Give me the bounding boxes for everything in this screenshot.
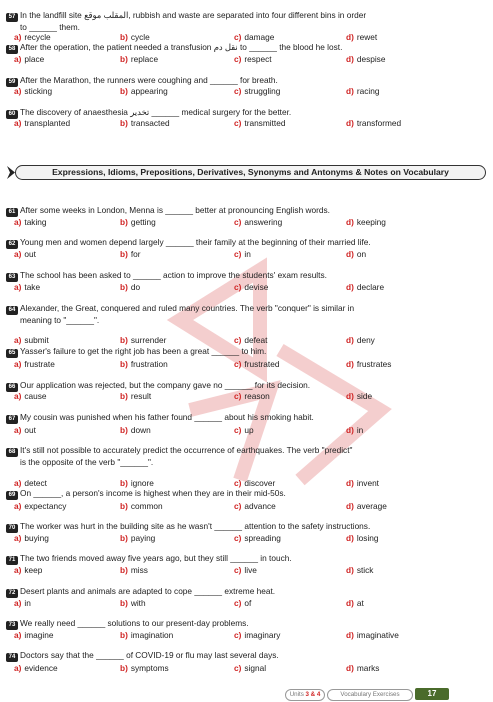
question-72 xyxy=(6,586,490,598)
option-text: submit xyxy=(24,335,49,345)
option-text: with xyxy=(130,598,146,608)
option-a[interactable] xyxy=(14,217,47,227)
option-letter: b) xyxy=(120,478,128,488)
option-text: result xyxy=(130,391,152,401)
option-text: marks xyxy=(356,663,380,673)
option-a[interactable] xyxy=(14,533,49,543)
option-b[interactable] xyxy=(120,118,170,128)
question-text: Yasser's failure to get the right job has been a great ______ to him. xyxy=(20,346,267,356)
option-letter: c) xyxy=(234,335,242,345)
option-text: side xyxy=(356,391,373,401)
option-text: in xyxy=(24,598,31,608)
question-63 xyxy=(6,270,490,282)
option-letter: d) xyxy=(346,86,354,96)
option-letter: b) xyxy=(120,663,128,673)
option-text: deny xyxy=(356,335,375,345)
option-a[interactable] xyxy=(14,425,36,435)
question-number: 61 xyxy=(6,208,18,217)
option-text: sticking xyxy=(24,86,53,96)
option-text: frustrates xyxy=(356,359,392,369)
option-letter: b) xyxy=(120,391,128,401)
page-footer xyxy=(285,688,485,702)
option-d[interactable] xyxy=(346,425,363,435)
question-67 xyxy=(6,412,490,424)
question-text-continued: is the opposite of the verb "______". xyxy=(20,457,154,467)
option-b[interactable] xyxy=(120,425,151,435)
option-letter: a) xyxy=(14,598,22,608)
option-text: live xyxy=(244,565,257,575)
question-65 xyxy=(6,346,490,358)
question-number: 68 xyxy=(6,448,18,457)
option-letter: c) xyxy=(234,501,242,511)
option-a[interactable] xyxy=(14,54,44,64)
option-text: losing xyxy=(356,533,379,543)
question-text: On ______, a person's income is highest when they are in their mid-50s. xyxy=(20,488,286,498)
option-c[interactable] xyxy=(234,249,251,259)
answer-options xyxy=(14,282,490,293)
option-text: racing xyxy=(356,86,380,96)
option-letter: a) xyxy=(14,217,22,227)
option-text: on xyxy=(356,249,367,259)
option-text: reason xyxy=(244,391,270,401)
option-c[interactable] xyxy=(234,217,282,227)
option-text: rewet xyxy=(356,32,378,42)
option-text: frustrate xyxy=(24,359,55,369)
option-d[interactable] xyxy=(346,533,379,543)
option-text: average xyxy=(356,501,387,511)
answer-options xyxy=(14,425,490,436)
option-text: paying xyxy=(130,533,156,543)
option-text: recycle xyxy=(24,32,51,42)
option-d[interactable] xyxy=(346,335,375,345)
option-letter: b) xyxy=(120,282,128,292)
option-text: spreading xyxy=(244,533,281,543)
option-letter: a) xyxy=(14,282,22,292)
option-letter: b) xyxy=(120,335,128,345)
option-a[interactable] xyxy=(14,501,66,511)
option-text: for xyxy=(130,249,141,259)
option-letter: a) xyxy=(14,118,22,128)
option-c[interactable] xyxy=(234,54,272,64)
option-text: ignore xyxy=(130,478,154,488)
question-text: It's still not possible to accurately predict the occurrence of earthquakes. The verb "predict" xyxy=(20,445,353,455)
option-letter: c) xyxy=(234,32,242,42)
option-text: transmitted xyxy=(244,118,286,128)
option-text: surrender xyxy=(130,335,167,345)
option-letter: a) xyxy=(14,565,22,575)
option-a[interactable] xyxy=(14,630,53,640)
option-c[interactable] xyxy=(234,425,254,435)
option-c[interactable] xyxy=(234,598,251,608)
question-number: 74 xyxy=(6,653,18,662)
option-text: transformed xyxy=(356,118,402,128)
option-letter: b) xyxy=(120,86,128,96)
question-number: 66 xyxy=(6,383,18,392)
question-text: Alexander, the Great, conquered and ruled many countries. The verb "conquer" is similar in xyxy=(20,303,355,313)
option-c[interactable] xyxy=(234,630,280,640)
question-number: 59 xyxy=(6,78,18,87)
option-letter: c) xyxy=(234,663,242,673)
option-b[interactable] xyxy=(120,335,166,345)
option-b[interactable] xyxy=(120,86,168,96)
option-text: taking xyxy=(24,217,47,227)
option-letter: a) xyxy=(14,478,22,488)
option-d[interactable] xyxy=(346,32,377,42)
option-b[interactable] xyxy=(120,54,158,64)
option-c[interactable] xyxy=(234,32,274,42)
option-a[interactable] xyxy=(14,663,58,673)
question-text-continued: meaning to "______". xyxy=(20,315,100,325)
option-letter: a) xyxy=(14,425,22,435)
option-letter: a) xyxy=(14,359,22,369)
option-b[interactable] xyxy=(120,282,140,292)
option-letter: b) xyxy=(120,533,128,543)
option-letter: d) xyxy=(346,32,354,42)
option-a[interactable] xyxy=(14,335,49,345)
question-text: Desert plants and animals are adapted to cope ______ extreme heat. xyxy=(20,586,276,596)
option-c[interactable] xyxy=(234,335,267,345)
answer-options xyxy=(14,86,490,97)
option-text: buying xyxy=(24,533,49,543)
answer-options xyxy=(14,217,490,228)
option-text: miss xyxy=(130,565,148,575)
option-text: despise xyxy=(356,54,386,64)
option-c[interactable] xyxy=(234,86,280,96)
answer-options xyxy=(14,335,490,346)
question-number: 72 xyxy=(6,589,18,598)
option-text: keep xyxy=(24,565,43,575)
option-letter: c) xyxy=(234,565,242,575)
answer-options xyxy=(14,54,490,65)
option-text: declare xyxy=(356,282,385,292)
option-letter: d) xyxy=(346,478,354,488)
option-letter: c) xyxy=(234,478,242,488)
option-a[interactable] xyxy=(14,598,31,608)
question-text: After the Marathon, the runners were coughing and ______ for breath. xyxy=(20,75,278,85)
question-number: 69 xyxy=(6,491,18,500)
option-b[interactable] xyxy=(120,359,168,369)
question-number: 71 xyxy=(6,556,18,565)
option-c[interactable] xyxy=(234,391,270,401)
footer-units: Units 3 & 4 xyxy=(285,689,325,701)
option-d[interactable] xyxy=(346,630,399,640)
question-number: 65 xyxy=(6,349,18,358)
option-text: symptoms xyxy=(130,663,169,673)
option-letter: b) xyxy=(120,359,128,369)
option-letter: b) xyxy=(120,32,128,42)
option-c[interactable] xyxy=(234,565,257,575)
option-letter: a) xyxy=(14,54,22,64)
option-letter: c) xyxy=(234,249,242,259)
option-text: out xyxy=(24,249,36,259)
option-a[interactable] xyxy=(14,565,42,575)
option-b[interactable] xyxy=(120,32,150,42)
question-number: 70 xyxy=(6,524,18,533)
option-text: struggling xyxy=(244,86,281,96)
question-text: My cousin was punished when his father found ______ about his smoking habit. xyxy=(20,412,314,422)
answer-options xyxy=(14,501,490,512)
option-text: imagine xyxy=(24,630,54,640)
option-letter: d) xyxy=(346,630,354,640)
option-letter: b) xyxy=(120,501,128,511)
option-b[interactable] xyxy=(120,565,148,575)
option-a[interactable] xyxy=(14,118,70,128)
option-b[interactable] xyxy=(120,533,155,543)
question-61 xyxy=(6,205,490,217)
option-d[interactable] xyxy=(346,86,379,96)
option-letter: b) xyxy=(120,630,128,640)
option-text: out xyxy=(24,425,36,435)
option-c[interactable] xyxy=(234,282,268,292)
option-letter: a) xyxy=(14,663,22,673)
question-62 xyxy=(6,237,490,249)
option-d[interactable] xyxy=(346,565,373,575)
question-64 xyxy=(6,303,490,326)
question-71 xyxy=(6,553,490,565)
option-letter: d) xyxy=(346,425,354,435)
option-text: evidence xyxy=(24,663,58,673)
option-letter: c) xyxy=(234,391,242,401)
option-text: do xyxy=(130,282,141,292)
option-text: imagination xyxy=(130,630,174,640)
option-letter: d) xyxy=(346,282,354,292)
question-text: The school has been asked to ______ action to improve the students' exam results. xyxy=(20,270,327,280)
option-letter: c) xyxy=(234,118,242,128)
option-a[interactable] xyxy=(14,282,40,292)
option-letter: d) xyxy=(346,598,354,608)
option-text: replace xyxy=(130,54,159,64)
question-number: 57 xyxy=(6,13,18,22)
option-c[interactable] xyxy=(234,359,279,369)
section-title: Expressions, Idioms, Prepositions, Derivatives, Synonyms and Antonyms & Notes on Vocabulary xyxy=(15,165,486,180)
question-text-continued: to ______ them. xyxy=(20,22,80,32)
option-letter: c) xyxy=(234,217,242,227)
option-letter: d) xyxy=(346,391,354,401)
question-58 xyxy=(6,42,490,54)
option-letter: b) xyxy=(120,598,128,608)
question-text: Doctors say that the ______ of COVID-19 or flu may last several days. xyxy=(20,650,279,660)
option-letter: c) xyxy=(234,282,242,292)
section-banner xyxy=(6,165,486,180)
option-b[interactable] xyxy=(120,478,154,488)
option-a[interactable] xyxy=(14,249,36,259)
question-68 xyxy=(6,445,490,468)
option-b[interactable] xyxy=(120,663,169,673)
option-b[interactable] xyxy=(120,598,146,608)
option-b[interactable] xyxy=(120,249,141,259)
option-text: place xyxy=(24,54,45,64)
option-b[interactable] xyxy=(120,630,173,640)
option-c[interactable] xyxy=(234,663,266,673)
question-text: The discovery of anaesthesia ﺗﺨﺪﻳﺮ ______ medical surgery for the better. xyxy=(20,107,292,117)
option-text: imaginative xyxy=(356,630,399,640)
option-text: up xyxy=(244,425,254,435)
option-text: invent xyxy=(356,478,379,488)
option-letter: c) xyxy=(234,86,242,96)
question-text: Our application was rejected, but the company gave no ______ for its decision. xyxy=(20,380,311,390)
option-b[interactable] xyxy=(120,217,156,227)
question-number: 58 xyxy=(6,45,18,54)
option-a[interactable] xyxy=(14,359,55,369)
page-number: 17 xyxy=(415,688,449,700)
option-d[interactable] xyxy=(346,598,364,608)
question-number: 64 xyxy=(6,306,18,315)
option-text: defeat xyxy=(244,335,268,345)
option-a[interactable] xyxy=(14,391,47,401)
option-text: damage xyxy=(244,32,275,42)
option-letter: a) xyxy=(14,249,22,259)
option-text: stick xyxy=(356,565,374,575)
option-text: imaginary xyxy=(244,630,281,640)
question-number: 63 xyxy=(6,273,18,282)
option-letter: d) xyxy=(346,663,354,673)
option-letter: d) xyxy=(346,217,354,227)
option-text: keeping xyxy=(356,217,386,227)
option-letter: b) xyxy=(120,249,128,259)
option-text: at xyxy=(356,598,364,608)
question-text: After the operation, the patient needed a transfusion ﻧﻘﻞ ﺩﻡ to ______ the blood he lost. xyxy=(20,42,343,52)
option-d[interactable] xyxy=(346,54,385,64)
option-a[interactable] xyxy=(14,32,51,42)
question-number: 67 xyxy=(6,415,18,424)
question-text: After some weeks in London, Menna is ______ better at pronouncing English words. xyxy=(20,205,330,215)
question-number: 73 xyxy=(6,621,18,630)
answer-options xyxy=(14,118,490,129)
option-letter: d) xyxy=(346,501,354,511)
option-letter: c) xyxy=(234,359,242,369)
question-number: 62 xyxy=(6,240,18,249)
option-c[interactable] xyxy=(234,501,276,511)
option-text: signal xyxy=(244,663,267,673)
option-text: down xyxy=(130,425,151,435)
option-letter: d) xyxy=(346,249,354,259)
option-letter: c) xyxy=(234,425,242,435)
option-c[interactable] xyxy=(234,478,275,488)
option-text: of xyxy=(244,598,252,608)
option-letter: d) xyxy=(346,54,354,64)
option-text: discover xyxy=(244,478,276,488)
option-a[interactable] xyxy=(14,478,47,488)
option-d[interactable] xyxy=(346,391,372,401)
option-text: cause xyxy=(24,391,47,401)
option-d[interactable] xyxy=(346,118,401,128)
option-text: transacted xyxy=(130,118,170,128)
option-letter: b) xyxy=(120,54,128,64)
option-letter: d) xyxy=(346,565,354,575)
option-text: respect xyxy=(244,54,272,64)
answer-options xyxy=(14,663,490,674)
question-69 xyxy=(6,488,490,500)
question-70 xyxy=(6,521,490,533)
option-text: in xyxy=(356,425,364,435)
option-letter: b) xyxy=(120,118,128,128)
option-letter: c) xyxy=(234,54,242,64)
answer-options xyxy=(14,533,490,544)
option-text: expectancy xyxy=(24,501,67,511)
option-text: detect xyxy=(24,478,47,488)
option-letter: a) xyxy=(14,335,22,345)
option-d[interactable] xyxy=(346,478,379,488)
option-d[interactable] xyxy=(346,663,379,673)
option-c[interactable] xyxy=(234,533,281,543)
option-text: answering xyxy=(244,217,283,227)
option-d[interactable] xyxy=(346,217,386,227)
option-letter: a) xyxy=(14,32,22,42)
option-letter: a) xyxy=(14,501,22,511)
option-letter: d) xyxy=(346,335,354,345)
question-text: The worker was hurt in the building site as he wasn't ______ attention to the safety instructions. xyxy=(20,521,371,531)
option-letter: a) xyxy=(14,391,22,401)
option-text: frustration xyxy=(130,359,168,369)
option-letter: b) xyxy=(120,565,128,575)
option-letter: c) xyxy=(234,630,242,640)
option-d[interactable] xyxy=(346,359,391,369)
option-letter: c) xyxy=(234,533,242,543)
question-74 xyxy=(6,650,490,662)
option-text: devise xyxy=(244,282,269,292)
answer-options xyxy=(14,565,490,576)
option-a[interactable] xyxy=(14,86,52,96)
option-b[interactable] xyxy=(120,501,163,511)
option-b[interactable] xyxy=(120,391,151,401)
option-text: frustrated xyxy=(244,359,280,369)
option-text: cycle xyxy=(130,32,150,42)
answer-options xyxy=(14,391,490,402)
option-letter: d) xyxy=(346,533,354,543)
question-73 xyxy=(6,618,490,630)
option-d[interactable] xyxy=(346,249,366,259)
option-text: transplanted xyxy=(24,118,71,128)
option-letter: b) xyxy=(120,425,128,435)
question-text: We really need ______ solutions to our present-day problems. xyxy=(20,618,249,628)
answer-options xyxy=(14,598,490,609)
question-57 xyxy=(6,10,490,33)
option-text: advance xyxy=(244,501,276,511)
option-letter: c) xyxy=(234,598,242,608)
answer-options xyxy=(14,630,490,641)
option-letter: a) xyxy=(14,630,22,640)
option-d[interactable] xyxy=(346,501,387,511)
option-c[interactable] xyxy=(234,118,285,128)
option-text: take xyxy=(24,282,41,292)
option-text: getting xyxy=(130,217,156,227)
question-number: 60 xyxy=(6,110,18,119)
option-letter: a) xyxy=(14,533,22,543)
option-letter: b) xyxy=(120,217,128,227)
question-text: Young men and women depend largely ______ their family at the beginning of their married life. xyxy=(20,237,371,247)
option-text: common xyxy=(130,501,163,511)
option-text: in xyxy=(244,249,251,259)
option-letter: a) xyxy=(14,86,22,96)
answer-options xyxy=(14,249,490,260)
question-text: In the landfill site ﺍﻟﻤﻘﻠﺐ ﻣﻮﻗﻊ, rubbish and waste are separated into four different bins in order xyxy=(20,10,367,20)
option-letter: d) xyxy=(346,359,354,369)
option-d[interactable] xyxy=(346,282,384,292)
answer-options xyxy=(14,359,490,370)
option-letter: d) xyxy=(346,118,354,128)
option-text: appearing xyxy=(130,86,168,96)
question-text: The two friends moved away five years ago, but they still ______ in touch. xyxy=(20,553,292,563)
footer-exercises: Vocabulary Exercises xyxy=(327,689,413,701)
